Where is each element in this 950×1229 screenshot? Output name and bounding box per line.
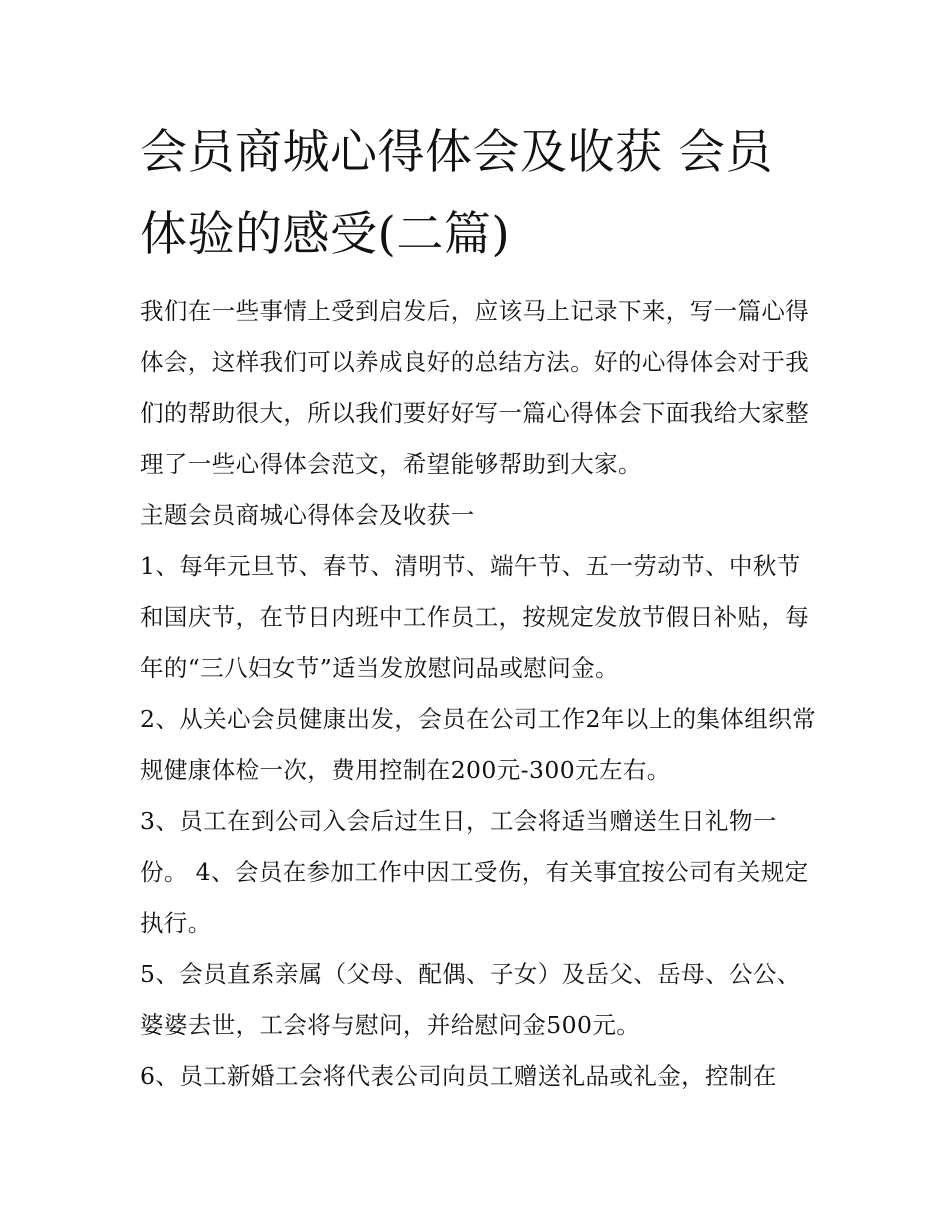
section-heading: 主题会员商城心得体会及收获一 (140, 501, 475, 529)
list-item: 2、从关心会员健康出发，会员在公司工作2年以上的集体组织常规健康体检一次，费用控制在200元-300元左右。 (140, 705, 817, 784)
document-content (140, 112, 820, 1102)
list-item: 6、员工新婚工会将代表公司向员工赠送礼品或礼金，控制在 (140, 1062, 777, 1090)
list-item: 5、会员直系亲属（父母、配偶、子女）及岳父、岳母、公公、婆婆去世，工会将与慰问，并给慰问金500元。 (140, 960, 801, 1039)
list-item: 1、每年元旦节、春节、清明节、端午节、五一劳动节、中秋节和国庆节，在节日内班中工作员工，按规定发放节假日补贴，每年的“三八妇女节”适当发放慰问品或慰问金。 (140, 552, 810, 682)
list-item: 3、员工在到公司入会后过生日，工会将适当赠送生日礼物一份。 4、会员在参加工作中因工受伤，有关事宜按公司有关规定执行。 (140, 807, 809, 937)
document-title: 会员商城心得体会及收获 会员体验的感受(二篇) (140, 125, 773, 262)
intro-paragraph: 我们在一些事情上受到启发后，应该马上记录下来，写一篇心得体会，这样我们可以养成良好的总结方法。好的心得体会对于我们的帮助很大，所以我们要好好写一篇心得体会下面我给大家整理了一些心得体会范文，希望能够帮助到大家。 (140, 297, 810, 478)
document-body (140, 286, 820, 1102)
